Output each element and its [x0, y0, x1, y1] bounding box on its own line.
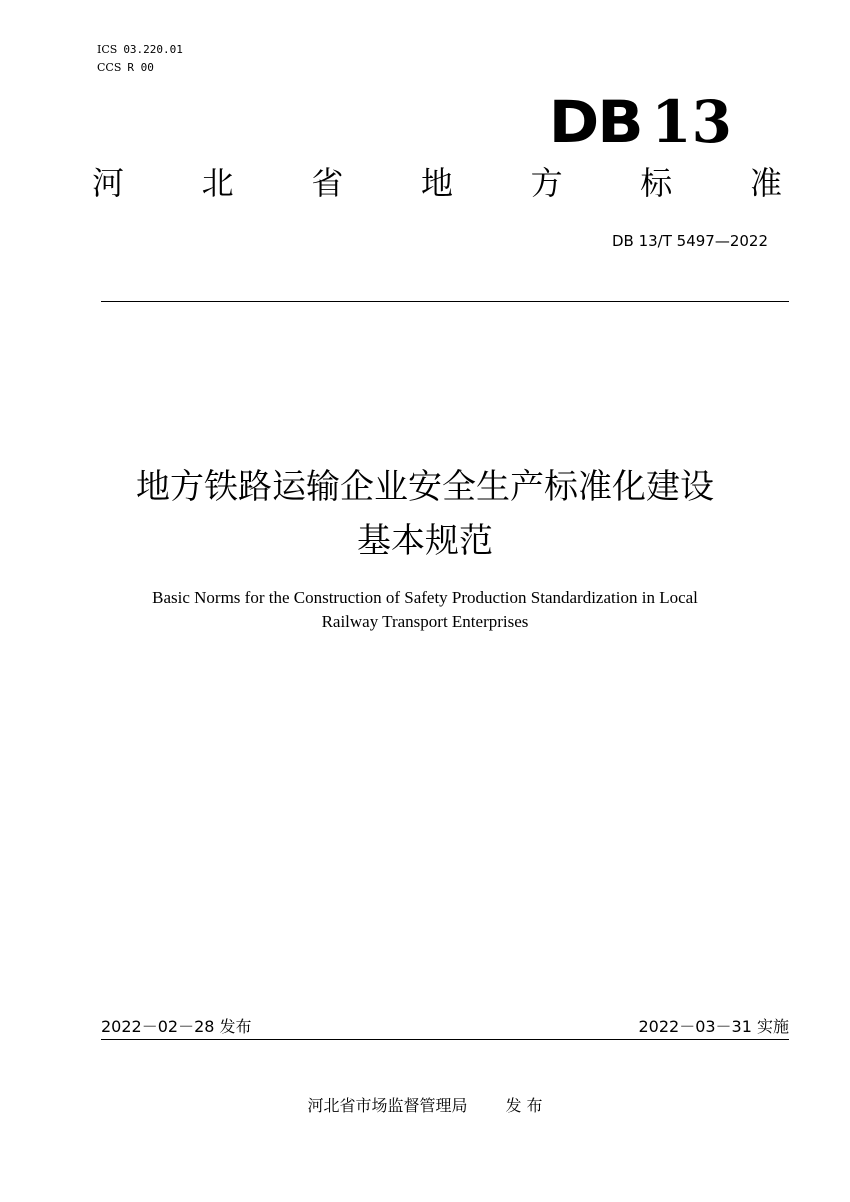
standard-type-char: 河 — [92, 164, 125, 202]
ics-label: ICS — [97, 43, 118, 56]
db-mark-letters: DB — [548, 88, 642, 156]
standard-type-char: 北 — [201, 164, 234, 202]
standard-type-char: 标 — [640, 164, 673, 202]
ics-code: 03.220.01 — [123, 43, 183, 56]
standard-type-char: 省 — [311, 164, 344, 202]
date-row — [101, 1014, 789, 1040]
header-divider — [101, 301, 789, 302]
title-cn-line1: 地方铁路运输企业安全生产标准化建设 — [136, 467, 714, 507]
title-en-line2: Railway Transport Enterprises — [321, 612, 529, 631]
db-mark — [548, 88, 732, 167]
ics-line — [97, 41, 183, 58]
issuer-line — [0, 1093, 850, 1119]
issuer-action: 发 布 — [505, 1096, 543, 1115]
issuer-name: 河北省市场监督管理局 — [307, 1096, 468, 1115]
title-en-line1: Basic Norms for the Construction of Safety Production Standardization in Local — [152, 588, 698, 607]
ccs-label: CCS — [97, 61, 122, 74]
standard-type-char: 方 — [530, 164, 563, 202]
db-mark-number: 13 — [651, 88, 732, 156]
standard-type-char: 地 — [420, 164, 453, 202]
title-cn-line2: 基本规范 — [357, 521, 493, 561]
ccs-code: R 00 — [127, 61, 154, 74]
footer-divider — [101, 1039, 789, 1040]
standard-number: DB 13/T 5497—2022 — [611, 232, 768, 250]
standard-type-char: 准 — [749, 164, 782, 202]
implement-date: 2022－03－31 实施 — [638, 1017, 789, 1036]
standard-type-title — [92, 158, 782, 208]
issue-date: 2022－02－28 发布 — [101, 1017, 252, 1036]
ccs-line — [97, 59, 154, 76]
